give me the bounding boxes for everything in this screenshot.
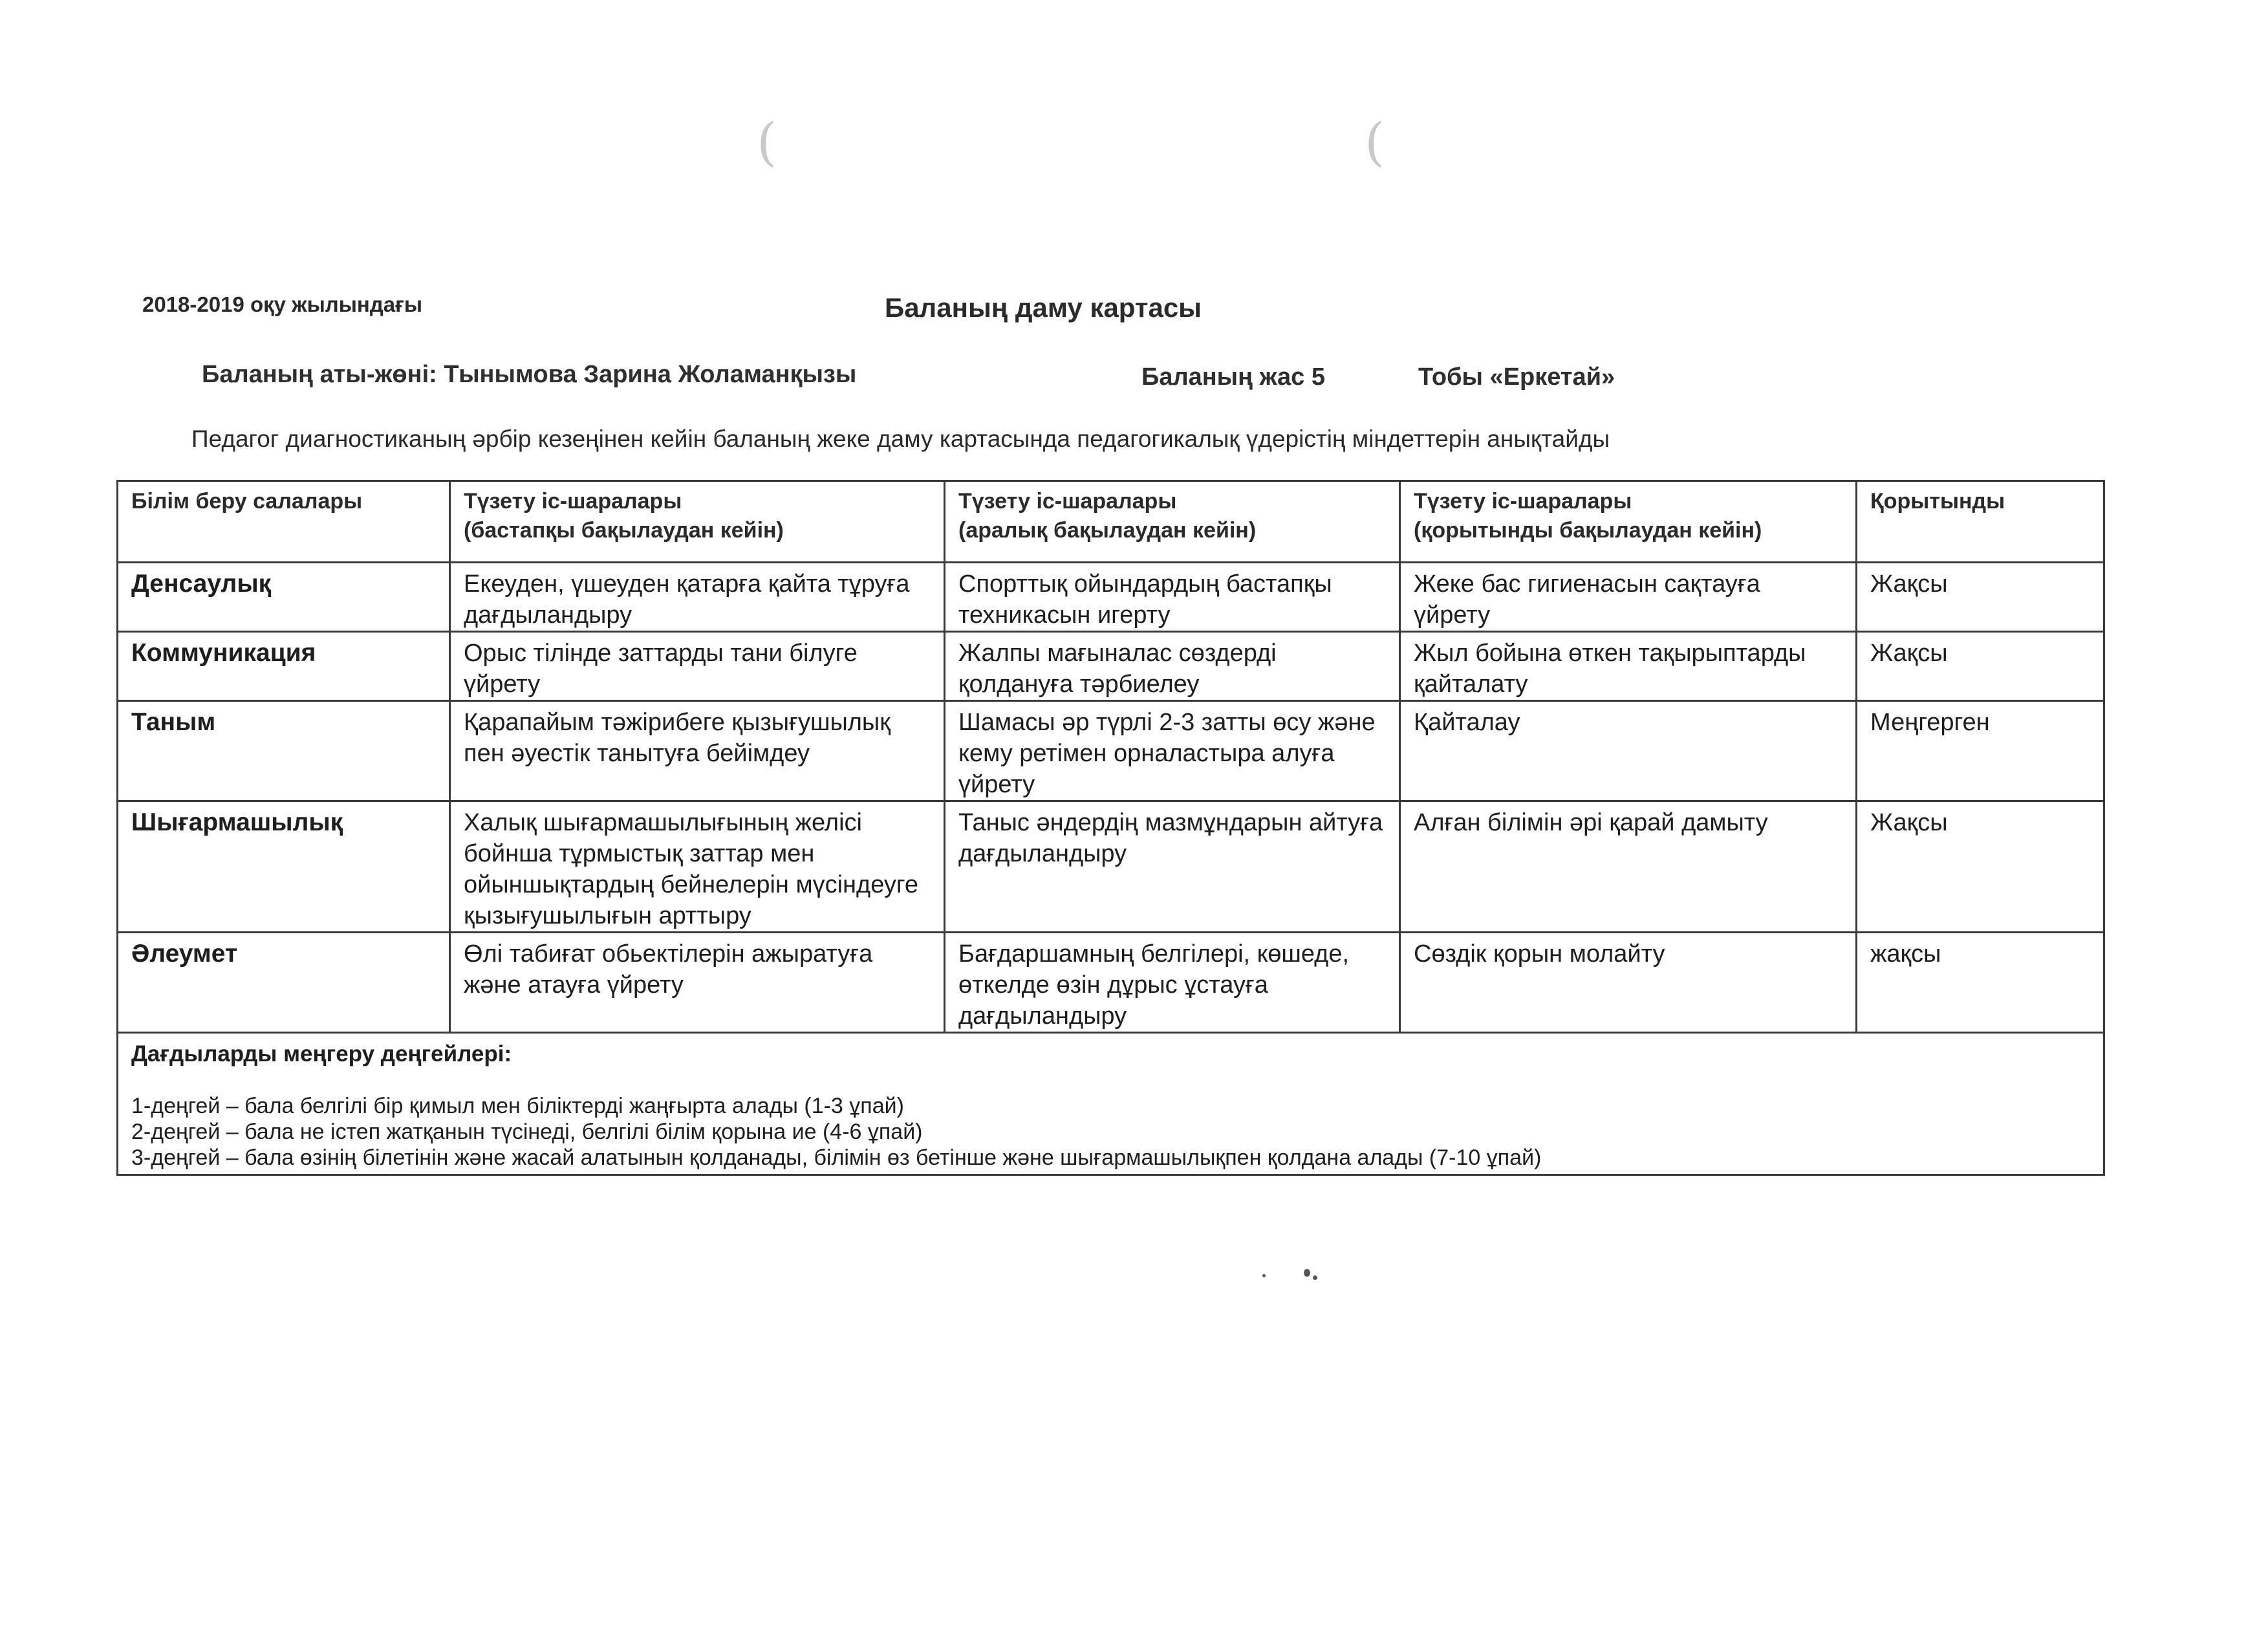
final-actions-cell: Қайталау [1400, 701, 1857, 801]
column-header-subline: (аралық бақылаудан кейін) [958, 518, 1257, 543]
result-cell: Жақсы [1857, 632, 2104, 701]
initial-actions-cell: Халық шығармашылығының желісі бойнша тұрмыстық заттар мен ойыншықтардың бейнелерін мүсіндеуге қызығушылығын арттыру [450, 801, 945, 933]
area-cell: Коммуникация [118, 632, 450, 701]
final-actions-cell: Жеке бас гигиенасын сақтауға үйрету [1400, 563, 1857, 632]
child-age: Баланың жас 5 [1141, 363, 1325, 391]
intermediate-actions-cell: Таныс әндердің мазмұндарын айтуға дағдыландыру [945, 801, 1400, 933]
initial-actions-cell: Қарапайым тәжірибеге қызығушылық пен әуестік танытуға бейімдеу [450, 701, 945, 801]
child-name: Баланың аты-жөні: Тынымова Зарина Жоламанқызы [202, 361, 857, 388]
area-cell: Әлеумет [118, 933, 450, 1033]
column-header [1400, 481, 1857, 563]
intermediate-actions-cell: Жалпы мағыналас сөздерді қолдануға тәрбиелеу [945, 632, 1400, 701]
result-cell: Меңгерген [1857, 701, 2104, 801]
scan-artifact: ( [757, 112, 777, 172]
level-item: 1-деңгей – бала белгілі бір қимыл мен біліктерді жаңғырта алады (1-3 ұпай) [131, 1094, 904, 1118]
column-header-line: Қорытынды [1870, 489, 2005, 514]
column-header-subline: (қорытынды бақылаудан кейін) [1414, 518, 1762, 543]
scan-speck [1262, 1274, 1266, 1277]
result-cell: жақсы [1857, 933, 2104, 1033]
initial-actions-cell: Өлі табиғат обьектілерін ажыратуға және атауға үйрету [450, 933, 945, 1033]
column-header [118, 481, 450, 563]
levels-cell [118, 1033, 2104, 1175]
level-item: 3-деңгей – бала өзінің білетінін және жасай алатынын қолданады, білімін өз бетінше және шығармашылықпен қолдана алады (7-10 ұпай) [131, 1145, 1542, 1170]
intermediate-actions-cell: Бағдаршамның белгілері, көшеде, өткелде өзін дұрыс ұстауға дағдыландыру [945, 933, 1400, 1033]
intro-text: Педагог диагностиканың әрбір кезеңінен кейін баланың жеке даму картасында педагогикалық үдерістің міндеттерін анықтайды [191, 426, 1610, 452]
column-header [450, 481, 945, 563]
academic-year: 2018-2019 оқу жылындағы [142, 292, 423, 316]
column-header [1857, 481, 2104, 563]
column-header-line: Түзету іс-шаралары [1414, 489, 1632, 514]
final-actions-cell: Жыл бойына өткен тақырыптарды қайталату [1400, 632, 1857, 701]
column-header-line: Түзету іс-шаралары [464, 489, 682, 514]
scan-speck [1304, 1269, 1310, 1277]
table-row [118, 801, 2104, 933]
scan-speck [1313, 1275, 1317, 1280]
area-cell: Таным [118, 701, 450, 801]
intermediate-actions-cell: Шамасы әр түрлі 2-3 затты өсу және кему ретімен орналастыра алуға үйрету [945, 701, 1400, 801]
level-item: 2-деңгей – бала не істеп жатқанын түсінеді, белгілі білім қорына ие (4-6 ұпай) [131, 1120, 923, 1144]
column-header [945, 481, 1400, 563]
scan-artifact: ( [1365, 112, 1385, 172]
page-title: Баланың даму картасы [885, 292, 1202, 323]
final-actions-cell: Алған білімін әрі қарай дамыту [1400, 801, 1857, 933]
table-row [118, 933, 2104, 1033]
initial-actions-cell: Орыс тілінде заттарды тани білуге үйрету [450, 632, 945, 701]
area-cell: Денсаулық [118, 563, 450, 632]
column-header-line: Түзету іс-шаралары [958, 489, 1177, 514]
table-row [118, 563, 2104, 632]
table-row [118, 632, 2104, 701]
levels-row [118, 1033, 2104, 1175]
levels-title: Дағдыларды меңгеру деңгейлері: [131, 1041, 512, 1067]
column-header-line: Білім беру салалары [131, 489, 363, 514]
initial-actions-cell: Екеуден, үшеуден қатарға қайта тұруға дағдыландыру [450, 563, 945, 632]
table-row [118, 701, 2104, 801]
intermediate-actions-cell: Спорттық ойындардың бастапқы техникасын игерту [945, 563, 1400, 632]
child-group: Тобы «Еркетай» [1418, 363, 1615, 391]
result-cell: Жақсы [1857, 563, 2104, 632]
area-cell: Шығармашылық [118, 801, 450, 933]
development-table [116, 480, 2105, 1176]
final-actions-cell: Сөздік қорын молайту [1400, 933, 1857, 1033]
column-header-subline: (бастапқы бақылаудан кейін) [464, 518, 784, 543]
result-cell: Жақсы [1857, 801, 2104, 933]
table-header-row [118, 481, 2104, 563]
